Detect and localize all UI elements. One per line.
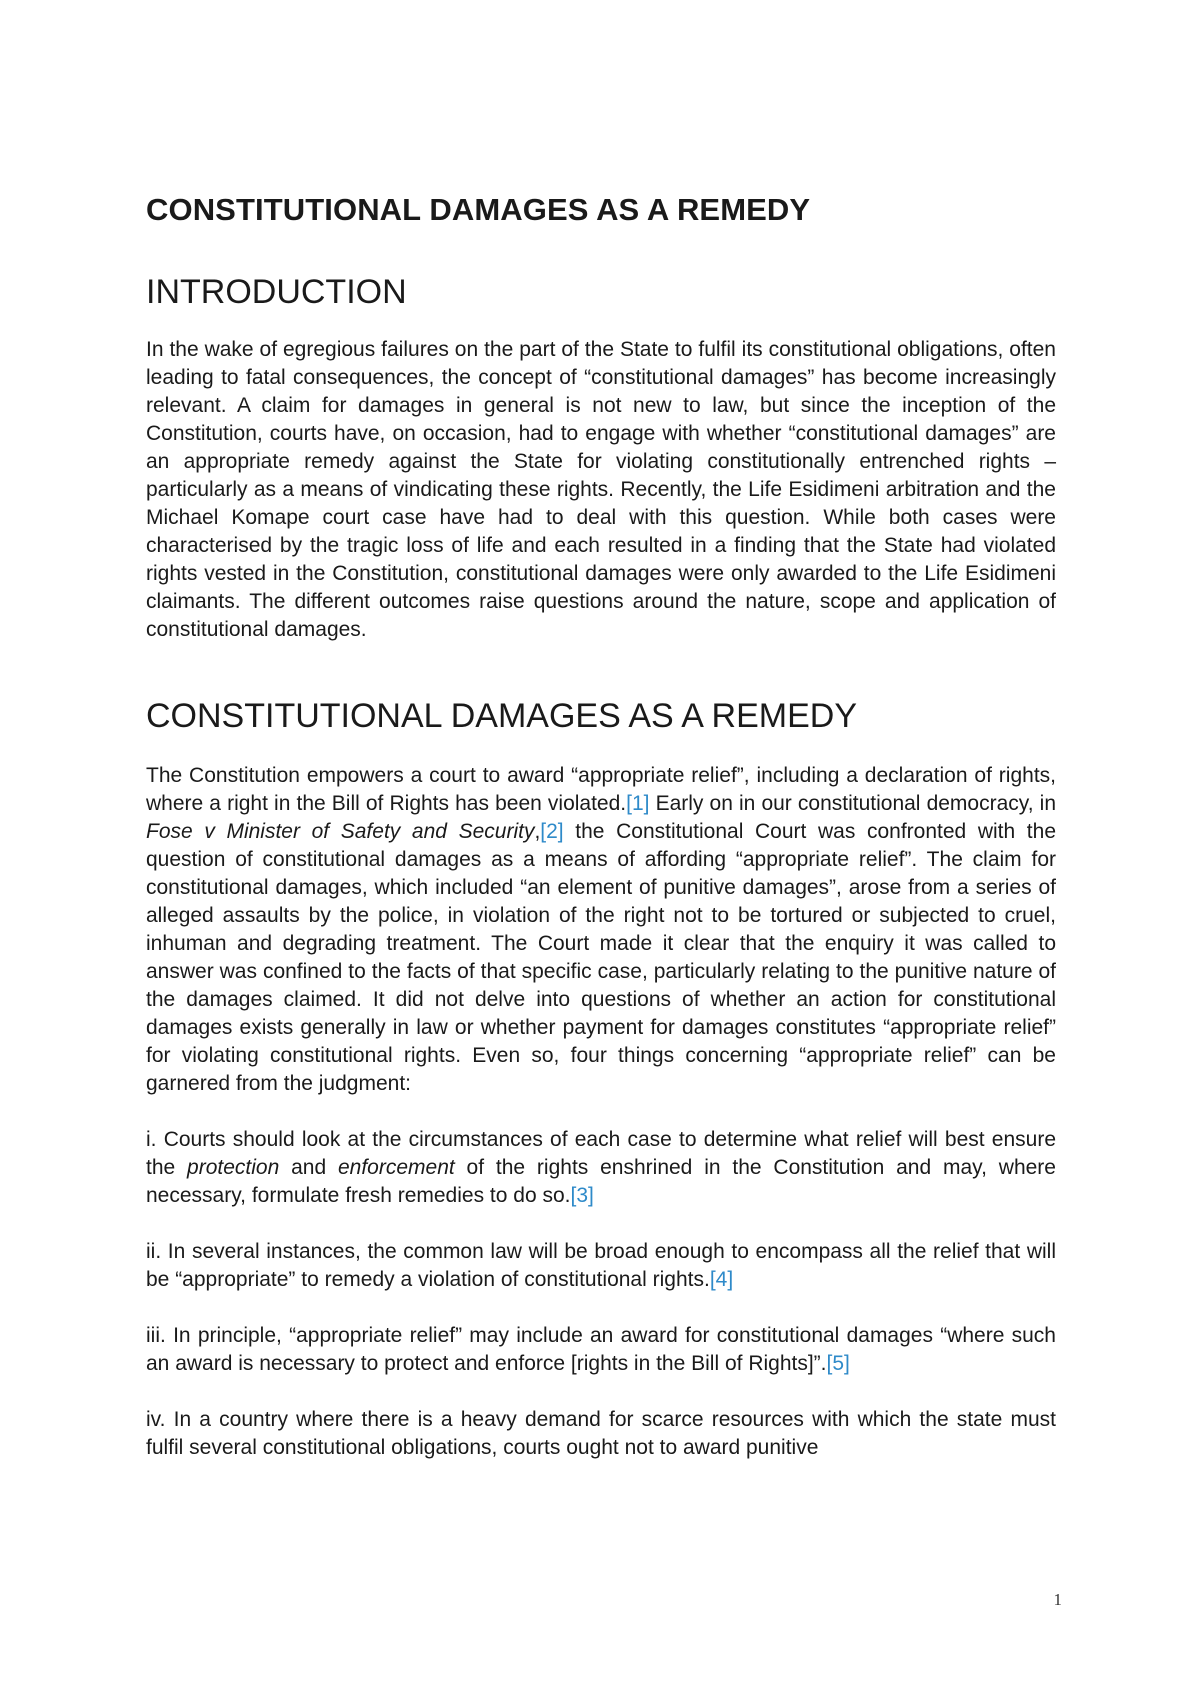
- document-content: [146, 190, 1056, 1462]
- item-text-part: i. Courts should look at the circumstances of each case to determine what relief will best ensure the: [146, 1128, 1056, 1179]
- footnote-link-4[interactable]: [4]: [709, 1268, 734, 1291]
- emphasis-enforcement: enforcement: [337, 1156, 455, 1179]
- remedy-text-part: the Constitutional Court was confronted with the question of constitutional damages as a means of affording “appropriate relief”. The claim for constitutional damages, which included “an element of punitive damages”, arose from a series of alleged assaults by the police, in violation of the right not to be tortured or subjected to cruel, inhuman and degrading treatment. The Court made it clear that the enquiry it was called to answer was confined to the facts of that specific case, particularly relating to the punitive nature of the damages claimed. It did not delve into questions of whether an action for constitutional damages exists generally in law or whether payment for damages constitutes “appropriate relief” for violating constitutional rights. Even so, four things concerning “appropriate relief” can be garnered from the judgment:: [146, 820, 1056, 1095]
- footnote-link-5[interactable]: [5]: [826, 1352, 850, 1375]
- item-text-part: and: [279, 1156, 338, 1179]
- list-item-iv: [146, 1406, 1056, 1462]
- item-text: ii. In several instances, the common law will be broad enough to encompass all the relief that will be “appropriate” to remedy a violation of constitutional rights.: [146, 1240, 1056, 1291]
- item-text-part: of the rights enshrined in the Constitution and may, where necessary, formulate fresh remedies to do so.: [146, 1156, 1056, 1207]
- remedy-text-part: Early on in our constitutional democracy, in: [649, 792, 1056, 815]
- remedy-text-part: ,: [534, 820, 541, 843]
- list-item-iii: [146, 1322, 1056, 1378]
- document-title: CONSTITUTIONAL DAMAGES AS A REMEDY: [146, 192, 811, 227]
- emphasis-protection: protection: [187, 1156, 280, 1179]
- footnote-link-1[interactable]: [1]: [626, 792, 650, 815]
- case-name: Fose v Minister of Safety and Security: [146, 820, 535, 843]
- page-number: 1: [1053, 1590, 1062, 1609]
- list-item-ii: [146, 1238, 1056, 1294]
- item-text: iii. In principle, “appropriate relief” may include an award for constitutional damages “where such an award is necessary to protect and enforce [rights in the Bill of Rights]”.: [146, 1324, 1056, 1375]
- footnote-link-2[interactable]: [2]: [540, 820, 564, 843]
- remedy-paragraph: [146, 762, 1056, 1098]
- footnote-link-3[interactable]: [3]: [570, 1184, 594, 1207]
- list-item-i: [146, 1126, 1056, 1210]
- introduction-heading: INTRODUCTION: [146, 273, 407, 311]
- introduction-paragraph: In the wake of egregious failures on the part of the State to fulfil its constitutional obligations, often leading to fatal consequences, the concept of “constitutional damages” has become increasingly relevant. A claim for damages in general is not new to law, but since the inception of the Constitution, courts have, on occasion, had to engage with whether “constitutional damages” are an appropriate remedy against the State for violating constitutionally entrenched rights – particularly as a means of vindicating these rights. Recently, the Life Esidimeni arbitration and the Michael Komape court case have had to deal with this question. While both cases were characterised by the tragic loss of life and each resulted in a finding that the State had violated rights vested in the Constitution, constitutional damages were only awarded to the Life Esidimeni claimants. The different outcomes raise questions around the nature, scope and application of constitutional damages.: [146, 338, 1056, 641]
- remedy-section-heading: CONSTITUTIONAL DAMAGES AS A REMEDY: [146, 697, 857, 735]
- item-text: iv. In a country where there is a heavy demand for scarce resources with which the state must fulfil several constitutional obligations, courts ought not to award punitive: [146, 1408, 1056, 1459]
- remedy-text-part: The Constitution empowers a court to award “appropriate relief”, including a declaration of rights, where a right in the Bill of Rights has been violated.: [146, 764, 1056, 815]
